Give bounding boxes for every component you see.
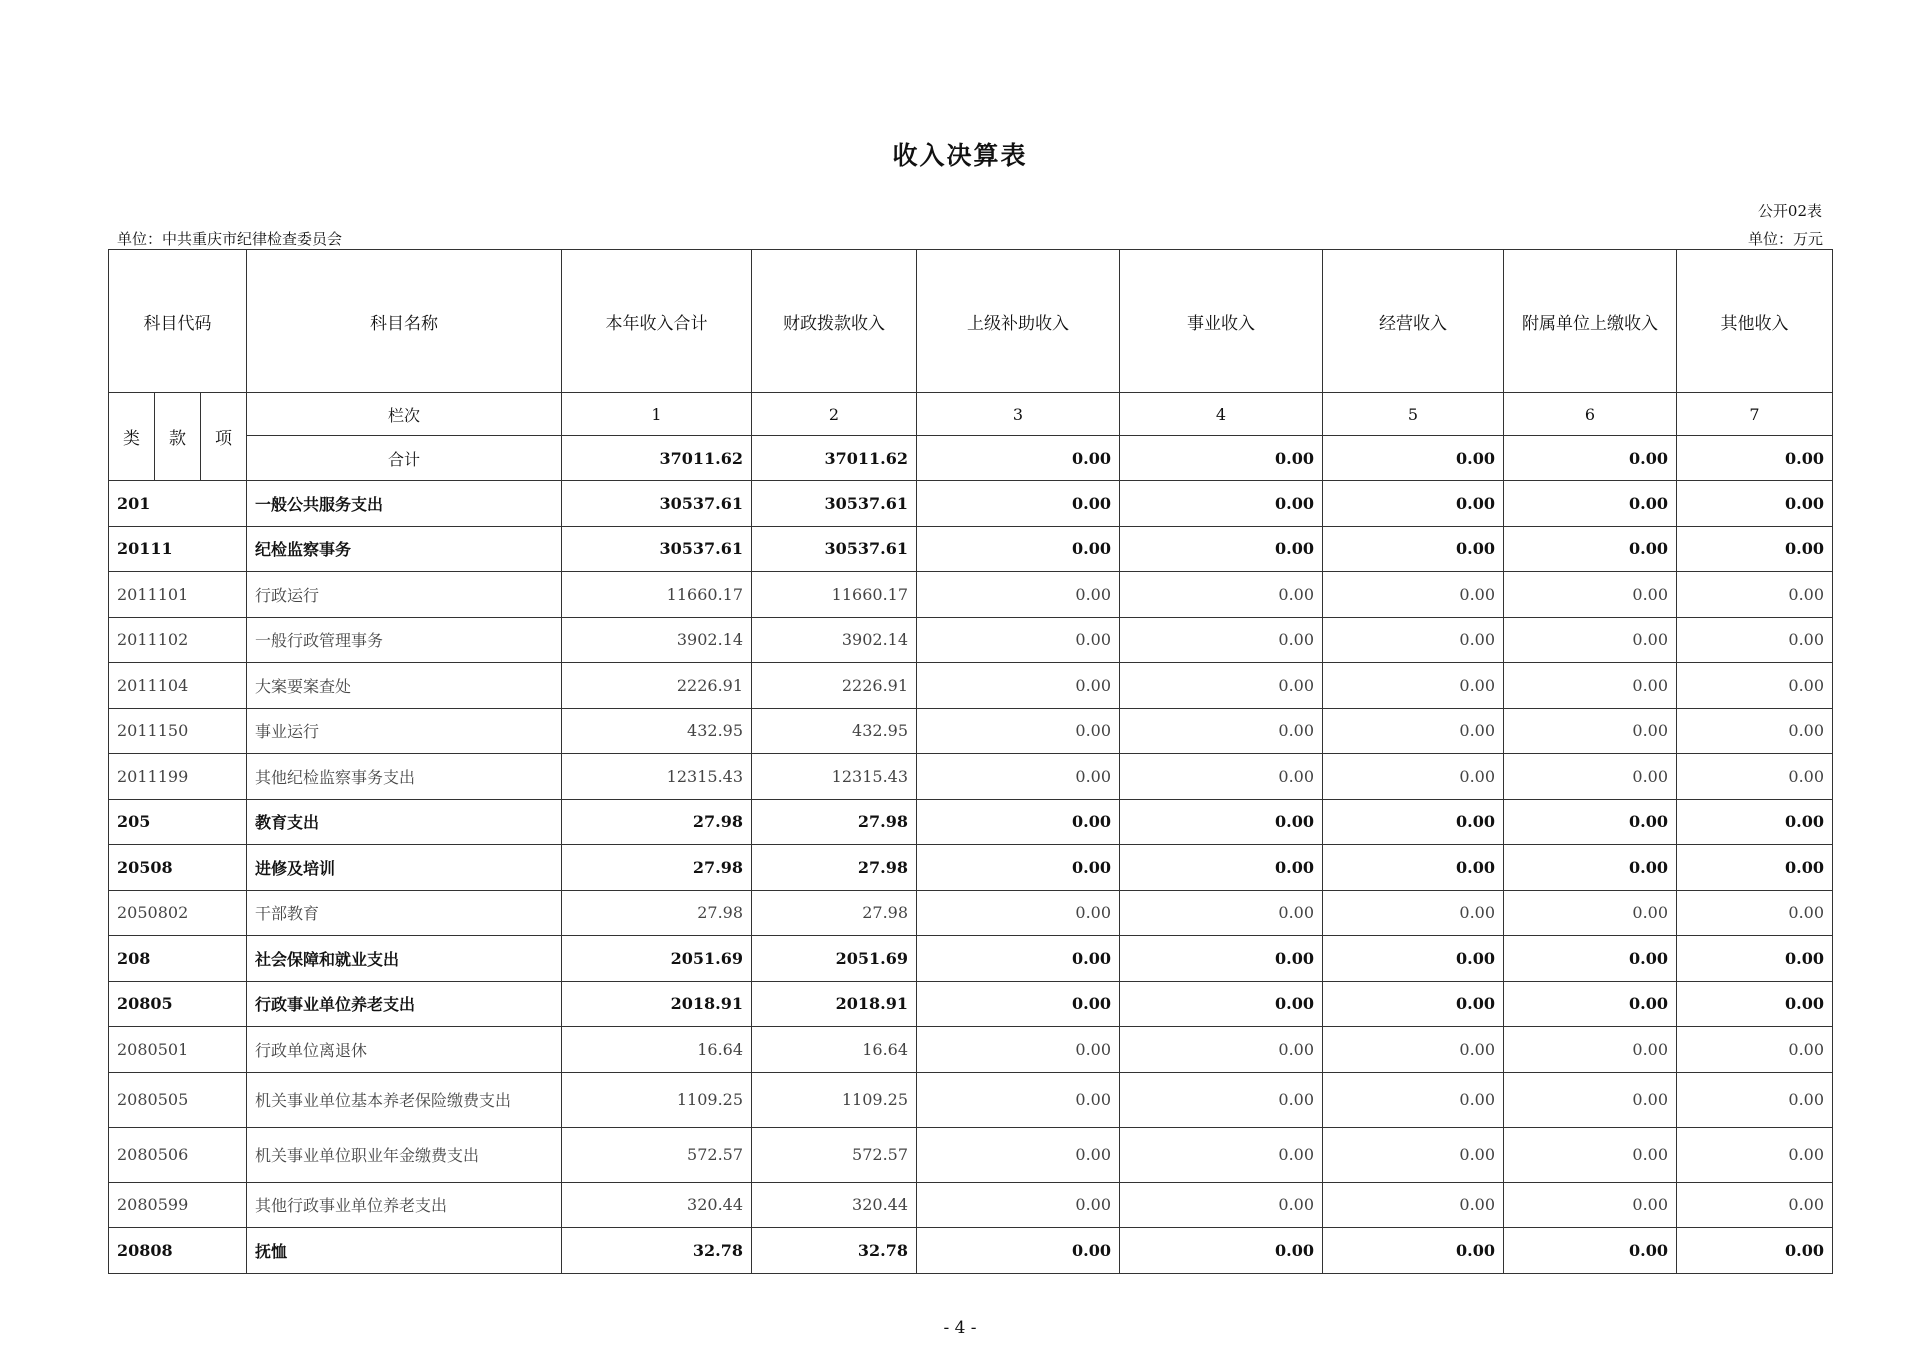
- amount-cell: 0.00: [1677, 799, 1833, 845]
- subject-code: 208: [109, 936, 247, 982]
- amount-cell: 0.00: [1323, 1127, 1504, 1182]
- subject-code: 2011104: [109, 663, 247, 709]
- organization-unit: 单位：中共重庆市纪律检查委员会: [117, 230, 343, 248]
- amount-cell: 27.98: [752, 845, 917, 891]
- column-number-row: [109, 393, 1833, 436]
- amount-cell: 27.98: [752, 890, 917, 936]
- amount-cell: 2226.91: [562, 663, 752, 709]
- subject-code: 2011102: [109, 617, 247, 663]
- subject-code: 2080505: [109, 1072, 247, 1127]
- amount-cell: 0.00: [1323, 845, 1504, 891]
- amount-cell: 16.64: [562, 1027, 752, 1073]
- col-number: 7: [1677, 393, 1833, 436]
- amount-cell: 0.00: [1504, 663, 1677, 709]
- amount-cell: 0.00: [1120, 1182, 1323, 1228]
- amount-cell: 27.98: [752, 799, 917, 845]
- subject-code: 2080501: [109, 1027, 247, 1073]
- amount-cell: 0.00: [1120, 936, 1323, 982]
- amount-cell: 11660.17: [752, 572, 917, 618]
- amount-cell: 572.57: [752, 1127, 917, 1182]
- col-number: 4: [1120, 393, 1323, 436]
- amount-cell: 0.00: [1120, 1127, 1323, 1182]
- amount-cell: 0.00: [917, 481, 1120, 527]
- amount-cell: 572.57: [562, 1127, 752, 1182]
- amount-cell: 0.00: [1504, 1127, 1677, 1182]
- amount-cell: 320.44: [752, 1182, 917, 1228]
- subject-code: 20808: [109, 1228, 247, 1274]
- amount-cell: 16.64: [752, 1027, 917, 1073]
- amount-cell: 0.00: [1677, 572, 1833, 618]
- subject-code: 2011199: [109, 754, 247, 800]
- amount-cell: 11660.17: [562, 572, 752, 618]
- amount-cell: 0.00: [1120, 890, 1323, 936]
- amount-cell: 0.00: [1120, 845, 1323, 891]
- header-business: 事业收入: [1120, 250, 1323, 393]
- table-row: [109, 1228, 1833, 1274]
- amount-cell: 0.00: [1120, 663, 1323, 709]
- amount-cell: 0.00: [917, 754, 1120, 800]
- total-value: 0.00: [1120, 436, 1323, 481]
- amount-cell: 2018.91: [752, 981, 917, 1027]
- amount-cell: 30537.61: [562, 526, 752, 572]
- page-number: - 4 -: [943, 1318, 977, 1338]
- table-row: [109, 708, 1833, 754]
- amount-cell: 0.00: [1120, 754, 1323, 800]
- amount-cell: 0.00: [1323, 754, 1504, 800]
- amount-cell: 0.00: [1677, 981, 1833, 1027]
- subject-code: 205: [109, 799, 247, 845]
- header-name: 科目名称: [247, 250, 562, 393]
- table-row: [109, 617, 1833, 663]
- amount-cell: 0.00: [1323, 1182, 1504, 1228]
- form-number: 公开02表: [1757, 202, 1822, 220]
- amount-cell: 0.00: [917, 1228, 1120, 1274]
- amount-cell: 0.00: [917, 936, 1120, 982]
- amount-cell: 0.00: [1504, 754, 1677, 800]
- amount-cell: 0.00: [1677, 1027, 1833, 1073]
- amount-cell: 32.78: [562, 1228, 752, 1274]
- subject-name: 事业运行: [247, 708, 562, 754]
- col-number: 2: [752, 393, 917, 436]
- amount-cell: 0.00: [1323, 1228, 1504, 1274]
- amount-cell: 0.00: [1677, 936, 1833, 982]
- amount-cell: 0.00: [917, 1027, 1120, 1073]
- subject-code: 201: [109, 481, 247, 527]
- subject-code: 2080599: [109, 1182, 247, 1228]
- subject-code: 2011101: [109, 572, 247, 618]
- total-value: 37011.62: [752, 436, 917, 481]
- currency-unit: 单位：万元: [1747, 230, 1823, 248]
- subject-name: 行政运行: [247, 572, 562, 618]
- amount-cell: 2051.69: [562, 936, 752, 982]
- amount-cell: 30537.61: [752, 526, 917, 572]
- table-row: [109, 754, 1833, 800]
- amount-cell: 2018.91: [562, 981, 752, 1027]
- amount-cell: 0.00: [1120, 799, 1323, 845]
- amount-cell: 0.00: [1323, 572, 1504, 618]
- amount-cell: 0.00: [1504, 1182, 1677, 1228]
- amount-cell: 0.00: [1504, 526, 1677, 572]
- amount-cell: 0.00: [1504, 1072, 1677, 1127]
- amount-cell: 30537.61: [562, 481, 752, 527]
- amount-cell: 27.98: [562, 890, 752, 936]
- subject-code: 20508: [109, 845, 247, 891]
- table-row: [109, 1182, 1833, 1228]
- amount-cell: 32.78: [752, 1228, 917, 1274]
- amount-cell: 0.00: [1120, 1228, 1323, 1274]
- amount-cell: 432.95: [562, 708, 752, 754]
- amount-cell: 0.00: [1120, 1072, 1323, 1127]
- amount-cell: 0.00: [1120, 481, 1323, 527]
- amount-cell: 0.00: [1677, 481, 1833, 527]
- amount-cell: 12315.43: [562, 754, 752, 800]
- col-number: 5: [1323, 393, 1504, 436]
- amount-cell: 320.44: [562, 1182, 752, 1228]
- table-row: [109, 845, 1833, 891]
- subject-code: 20111: [109, 526, 247, 572]
- amount-cell: 0.00: [1504, 1027, 1677, 1073]
- col-number: 1: [562, 393, 752, 436]
- amount-cell: 0.00: [917, 799, 1120, 845]
- subject-code: 2080506: [109, 1127, 247, 1182]
- amount-cell: 0.00: [1677, 845, 1833, 891]
- amount-cell: 0.00: [1323, 663, 1504, 709]
- table-row: [109, 1127, 1833, 1182]
- amount-cell: 0.00: [1677, 708, 1833, 754]
- amount-cell: 0.00: [1504, 890, 1677, 936]
- subject-name: 进修及培训: [247, 845, 562, 891]
- amount-cell: 0.00: [917, 845, 1120, 891]
- amount-cell: 1109.25: [562, 1072, 752, 1127]
- amount-cell: 0.00: [1677, 1072, 1833, 1127]
- table-row: [109, 799, 1833, 845]
- subject-name: 行政事业单位养老支出: [247, 981, 562, 1027]
- header-code: 科目代码: [109, 250, 247, 393]
- amount-cell: 0.00: [1323, 708, 1504, 754]
- table-row: [109, 890, 1833, 936]
- amount-cell: 0.00: [1323, 1072, 1504, 1127]
- amount-cell: 3902.14: [562, 617, 752, 663]
- column-label: 栏次: [247, 393, 562, 436]
- amount-cell: 0.00: [1677, 663, 1833, 709]
- subject-name: 大案要案查处: [247, 663, 562, 709]
- amount-cell: 0.00: [1504, 708, 1677, 754]
- amount-cell: 0.00: [1504, 845, 1677, 891]
- amount-cell: 0.00: [917, 890, 1120, 936]
- subject-name: 社会保障和就业支出: [247, 936, 562, 982]
- amount-cell: 0.00: [1677, 1228, 1833, 1274]
- header-operating: 经营收入: [1323, 250, 1504, 393]
- subject-name: 干部教育: [247, 890, 562, 936]
- subject-code: 2050802: [109, 890, 247, 936]
- table-row: [109, 572, 1833, 618]
- amount-cell: 0.00: [917, 1127, 1120, 1182]
- amount-cell: 0.00: [1504, 617, 1677, 663]
- amount-cell: 0.00: [1504, 981, 1677, 1027]
- income-table: [108, 249, 1833, 1274]
- amount-cell: 0.00: [917, 572, 1120, 618]
- amount-cell: 0.00: [1120, 981, 1323, 1027]
- table-row: [109, 1072, 1833, 1127]
- header-xiang: 项: [201, 393, 247, 481]
- amount-cell: 0.00: [1120, 617, 1323, 663]
- total-value: 0.00: [1323, 436, 1504, 481]
- table-row: [109, 981, 1833, 1027]
- header-fiscal: 财政拨款收入: [752, 250, 917, 393]
- table-row: [109, 663, 1833, 709]
- amount-cell: 0.00: [1323, 526, 1504, 572]
- amount-cell: 0.00: [1323, 981, 1504, 1027]
- amount-cell: 12315.43: [752, 754, 917, 800]
- subject-name: 教育支出: [247, 799, 562, 845]
- amount-cell: 0.00: [1504, 572, 1677, 618]
- header-affiliated: 附属单位上缴收入: [1504, 250, 1677, 393]
- subject-name: 行政单位离退休: [247, 1027, 562, 1073]
- amount-cell: 0.00: [1677, 617, 1833, 663]
- total-value: 0.00: [1677, 436, 1833, 481]
- amount-cell: 0.00: [1677, 890, 1833, 936]
- amount-cell: 0.00: [917, 617, 1120, 663]
- amount-cell: 30537.61: [752, 481, 917, 527]
- header-row: [109, 250, 1833, 393]
- amount-cell: 0.00: [1323, 890, 1504, 936]
- total-label: 合计: [247, 436, 562, 481]
- header-kuan: 款: [155, 393, 201, 481]
- amount-cell: 0.00: [1323, 799, 1504, 845]
- amount-cell: 0.00: [1120, 572, 1323, 618]
- amount-cell: 0.00: [1323, 617, 1504, 663]
- header-lei: 类: [109, 393, 155, 481]
- amount-cell: 2051.69: [752, 936, 917, 982]
- amount-cell: 0.00: [917, 526, 1120, 572]
- amount-cell: 0.00: [1120, 1027, 1323, 1073]
- amount-cell: 0.00: [1504, 936, 1677, 982]
- total-value: 37011.62: [562, 436, 752, 481]
- subject-name: 机关事业单位职业年金缴费支出: [247, 1127, 562, 1182]
- amount-cell: 0.00: [917, 981, 1120, 1027]
- col-number: 6: [1504, 393, 1677, 436]
- subject-name: 纪检监察事务: [247, 526, 562, 572]
- amount-cell: 3902.14: [752, 617, 917, 663]
- col-number: 3: [917, 393, 1120, 436]
- total-row: [109, 436, 1833, 481]
- amount-cell: 0.00: [1120, 708, 1323, 754]
- table-row: [109, 1027, 1833, 1073]
- subject-code: 2011150: [109, 708, 247, 754]
- amount-cell: 0.00: [1677, 754, 1833, 800]
- amount-cell: 0.00: [1323, 936, 1504, 982]
- amount-cell: 0.00: [1677, 526, 1833, 572]
- table-row: [109, 481, 1833, 527]
- subject-name: 机关事业单位基本养老保险缴费支出: [247, 1072, 562, 1127]
- amount-cell: 0.00: [917, 708, 1120, 754]
- subject-name: 一般公共服务支出: [247, 481, 562, 527]
- table-row: [109, 936, 1833, 982]
- subject-name: 其他纪检监察事务支出: [247, 754, 562, 800]
- amount-cell: 27.98: [562, 845, 752, 891]
- table-row: [109, 526, 1833, 572]
- amount-cell: 0.00: [1677, 1127, 1833, 1182]
- page-title: 收入决算表: [892, 141, 1028, 170]
- total-value: 0.00: [917, 436, 1120, 481]
- header-other: 其他收入: [1677, 250, 1833, 393]
- subject-name: 其他行政事业单位养老支出: [247, 1182, 562, 1228]
- amount-cell: 0.00: [917, 663, 1120, 709]
- amount-cell: 0.00: [1504, 1228, 1677, 1274]
- amount-cell: 0.00: [917, 1072, 1120, 1127]
- amount-cell: 0.00: [1504, 799, 1677, 845]
- amount-cell: 0.00: [1323, 1027, 1504, 1073]
- amount-cell: 0.00: [917, 1182, 1120, 1228]
- header-total: 本年收入合计: [562, 250, 752, 393]
- amount-cell: 0.00: [1120, 526, 1323, 572]
- amount-cell: 0.00: [1323, 481, 1504, 527]
- header-upper: 上级补助收入: [917, 250, 1120, 393]
- total-value: 0.00: [1504, 436, 1677, 481]
- subject-name: 抚恤: [247, 1228, 562, 1274]
- subject-code: 20805: [109, 981, 247, 1027]
- amount-cell: 2226.91: [752, 663, 917, 709]
- amount-cell: 0.00: [1504, 481, 1677, 527]
- subject-name: 一般行政管理事务: [247, 617, 562, 663]
- amount-cell: 0.00: [1677, 1182, 1833, 1228]
- amount-cell: 27.98: [562, 799, 752, 845]
- amount-cell: 432.95: [752, 708, 917, 754]
- amount-cell: 1109.25: [752, 1072, 917, 1127]
